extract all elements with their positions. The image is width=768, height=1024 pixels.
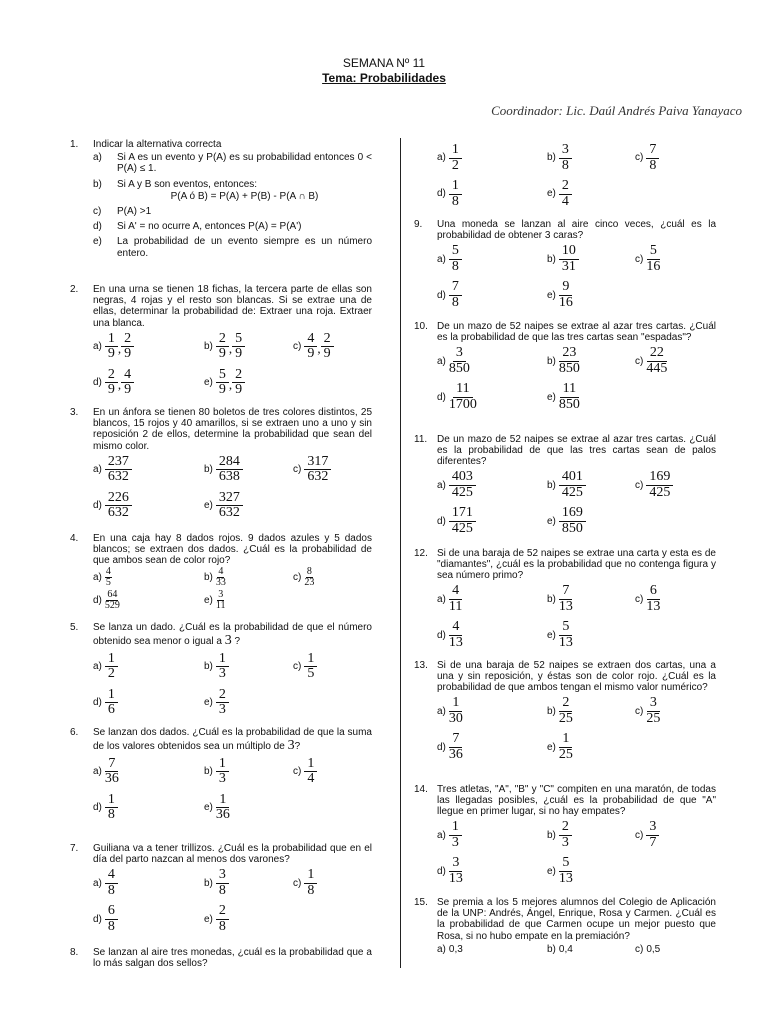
option-a: a) 4 5	[93, 566, 111, 589]
option-b: b) 4 33	[204, 566, 226, 589]
option-b: b) 1 3	[204, 652, 293, 682]
option-e: e) 2 8	[204, 904, 229, 934]
option-a: a) 4 8	[93, 868, 204, 898]
option-b: b) 2 25	[547, 695, 573, 727]
coordinator: Coordinador: Lic. Daúl Andrés Paiva Yanayaco	[491, 103, 742, 118]
question-text: En una urna se tienen 18 fichas, la tercera parte de ellas son negras, 4 rojas y el resto son blancas. Si se extrae una de ellas, determinar la probabilidad de: Extraer una roja. Extraer una blanca.	[93, 284, 372, 329]
question-text: Tres atletas, "A", "B" y "C" compiten en una maratón, de todas las llegadas posibles, ¿cuál es la probabilidad de que "A" llegue en primer lugar, si no hay empates?	[437, 784, 716, 818]
option-d: d) 1 8	[437, 179, 547, 209]
question-number: 10.	[414, 321, 428, 332]
option-a: a) 0,3	[437, 944, 463, 956]
option-d: d) 64 529	[93, 589, 120, 612]
option-d: d) 2 9 , 4 9	[93, 368, 204, 398]
option-c: c) 3 7	[635, 820, 659, 850]
question-number: 4.	[70, 533, 79, 544]
question-number: 11.	[414, 434, 428, 445]
option-c: c) 169 425	[635, 470, 673, 500]
question-text: Una moneda se lanzan al aire cinco veces, ¿cuál es la probabilidad de obtener 3 caras?	[437, 219, 716, 242]
option-e: e) 11 850	[547, 381, 580, 412]
question-13	[414, 660, 716, 766]
question-text: De un mazo de 52 naipes se extrae al azar tres cartas. ¿Cuál es la probabilidad de que las tres cartas sean "espadas"?	[437, 321, 716, 344]
option-a: a) 1 2	[93, 652, 204, 682]
week-title: SEMANA Nº 11	[342, 56, 426, 70]
question-number: 6.	[70, 727, 79, 738]
question-text: Se lanza un dado. ¿Cuál es la probabilidad de que el número obtenido sea menor o igual a 3 ?	[93, 622, 372, 649]
question-8	[70, 947, 372, 969]
option-b: b) 7 13	[547, 583, 573, 615]
option-a: a) Si A es un evento y P(A) es su probabilidad entonces 0 < P(A) ≤ 1.	[93, 152, 372, 175]
option-a: a) 1 3	[437, 820, 547, 850]
option-c: c) 7 8	[635, 143, 659, 173]
option-c: c) 0,5	[635, 944, 661, 956]
question-number: 3.	[70, 407, 79, 418]
option-c: c) 4 9 , 2 9	[293, 332, 334, 362]
option-b: b) 2 9 , 5 9	[204, 332, 293, 362]
option-b: b) 284 638	[204, 455, 293, 485]
option-a: a) 4 11	[437, 583, 463, 615]
option-c: c) 1 5	[293, 652, 317, 682]
question-text: Se lanzan dos dados. ¿Cuál es la probabilidad de que la suma de los valores obtenidos sea un múltiplo de 3?	[93, 727, 372, 754]
option-b: b) 0,4	[547, 944, 573, 956]
question-text: En un ánfora se tienen 80 boletos de tres colores distintos, 25 blancos, 15 rojos y 40 amarillos, si se extraen uno a uno y sin reposición 2 de ellos, determine la probabilidad que sean del mismo color.	[93, 407, 372, 452]
option-c: c) 317 632	[293, 455, 331, 485]
option-c: c) 6 13	[635, 583, 661, 615]
question-number: 14.	[414, 784, 428, 795]
question-number: 15.	[414, 897, 428, 908]
option-a: a) 1 9 , 2 9	[93, 332, 204, 362]
option-c: c) 8 23	[293, 566, 315, 589]
question-number: 12.	[414, 548, 428, 559]
option-a: a) 3 850	[437, 345, 470, 376]
option-a: a) 237 632	[93, 455, 204, 485]
question-text: Indicar la alternativa correcta	[93, 139, 222, 150]
option-a: a) 403 425	[437, 470, 547, 500]
option-d: d) 4 13	[437, 619, 463, 651]
option-b: b) 401 425	[547, 470, 635, 500]
option-a: a) 5 8	[437, 244, 547, 274]
question-number: 5.	[70, 622, 79, 633]
question-text: En una caja hay 8 dados rojos. 9 dados azules y 5 dados blancos; se extraen dos dados. ¿Cuál es la probabilidad de que ambos sean de color rojo?	[93, 533, 372, 567]
option-b: b) 23 850	[547, 345, 580, 376]
question-text: Guiliana va a tener trillizos. ¿Cuál es la probabilidad que en el día del parto nazcan al menos dos varones?	[93, 843, 372, 866]
option-b: b) 3 8	[204, 868, 293, 898]
option-e: e) 5 13	[547, 855, 573, 887]
question-3	[70, 407, 372, 524]
question-number: 13.	[414, 660, 428, 671]
option-a: a) 1 2	[437, 143, 547, 173]
option-c: c) 5 16	[635, 243, 661, 274]
option-d: d) Si A' = no ocurre A, entonces P(A) = P(A')	[93, 221, 302, 233]
question-1	[70, 139, 372, 259]
option-c: c) 22 445	[635, 345, 668, 376]
question-text: Si de una baraja de 52 naipes se extraen dos cartas, una a una y sin reposición, y éstas son de color rojo. ¿Cuál es la probabilidad de que ambos tengan el mismo valor numérico?	[437, 660, 716, 694]
column-divider	[400, 138, 401, 968]
option-b: b) 10 31	[547, 244, 635, 274]
question-5	[70, 622, 372, 721]
question-text: De un mazo de 52 naipes se extrae al azar tres cartas. ¿Cuál es la probabilidad de que las tres cartas sean de palos diferentes?	[437, 434, 716, 468]
question-6	[70, 727, 372, 826]
option-c: c) P(A) >1	[93, 205, 152, 217]
option-a: a) 1 30	[437, 695, 463, 727]
option-d: d) 171 425	[437, 506, 547, 536]
question-8-options	[437, 140, 727, 212]
question-text: Se premia a los 5 mejores alumnos del Colegio de Aplicación de la UNP: Andrés, Ángel, Enrique, Rosa y Carmen. ¿Cuál es la probabilidad de que Carmen ocupe un mejor puesto que Rosa, si no hubo empate en la premiación?	[437, 897, 716, 942]
option-e: e) 1 25	[547, 731, 573, 763]
topic-title: Tema: Probabilidades	[322, 71, 446, 85]
option-d: d) 7 8	[437, 280, 547, 310]
option-e: e) 169 850	[547, 506, 586, 536]
option-d: d) 6 8	[93, 904, 204, 934]
option-b-formula: P(A ó B) = P(A) + P(B) - P(A ∩ B)	[170, 190, 319, 202]
option-e: e) 2 3	[204, 688, 229, 718]
question-text: Si de una baraja de 52 naipes se extrae una carta y esta es de "diamantes", ¿cuál es la probabilidad que no contenga figura y sea número primo?	[437, 548, 716, 582]
question-number: 2.	[70, 284, 79, 295]
option-c: c) 1 8	[293, 868, 317, 898]
option-d: d) 1 8	[93, 793, 204, 823]
question-number: 7.	[70, 843, 79, 854]
question-7	[70, 843, 372, 937]
option-e: e) 327 632	[204, 491, 243, 521]
question-11	[414, 434, 716, 540]
option-d: d) 226 632	[93, 491, 204, 521]
option-b: b) 2 3	[547, 820, 635, 850]
option-b: b) Si A y B son eventos, entonces: P(A ó B) = P(A) + P(B) - P(A ∩ B)	[93, 179, 372, 202]
option-a: a) 7 36	[93, 755, 119, 787]
question-14	[414, 784, 716, 890]
option-b: b) 3 8	[547, 143, 635, 173]
option-c: c) 1 4	[293, 757, 317, 787]
question-9	[414, 219, 716, 313]
question-15	[414, 897, 716, 958]
option-d: d) 11 1700	[437, 381, 477, 412]
question-4	[70, 533, 372, 613]
question-text: Se lanzan al aire tres monedas, ¿cuál es la probabilidad que a lo más salgan dos sellos?	[93, 947, 372, 970]
option-e: e) 5 13	[547, 619, 573, 651]
option-b: b) 1 3	[204, 757, 293, 787]
question-number: 8.	[70, 947, 79, 958]
question-10	[414, 321, 716, 415]
option-e: e) 1 36	[204, 791, 230, 823]
question-12	[414, 548, 716, 654]
option-e: e) 3 11	[204, 589, 226, 612]
question-number: 1.	[70, 139, 79, 150]
option-c: c) 3 25	[635, 695, 661, 727]
option-e: e) La probabilidad de un evento siempre es un número entero.	[93, 236, 372, 259]
question-number: 9.	[414, 219, 423, 230]
option-e: e) 5 9 , 2 9	[204, 368, 245, 398]
option-d: d) 3 13	[437, 855, 463, 887]
option-d: d) 1 6	[93, 688, 204, 718]
question-2	[70, 284, 372, 401]
option-e: e) 2 4	[547, 179, 572, 209]
option-e: e) 9 16	[547, 279, 573, 310]
option-d: d) 7 36	[437, 731, 463, 763]
